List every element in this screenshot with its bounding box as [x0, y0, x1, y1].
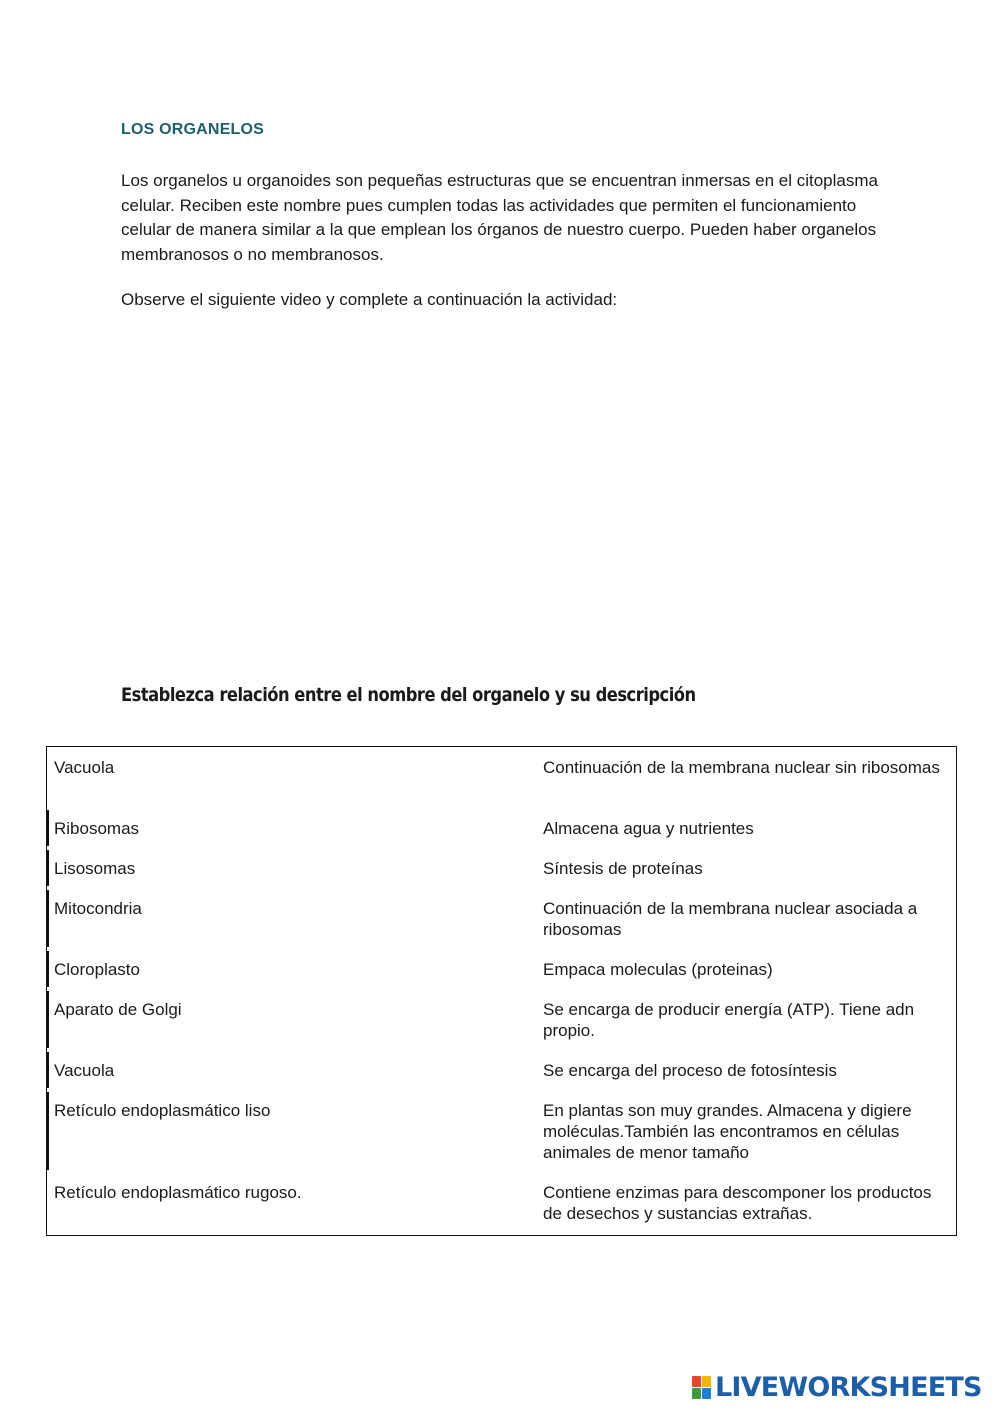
organelle-description[interactable]: Continuación de la membrana nuclear sin ribosomas	[543, 758, 940, 777]
organelle-name[interactable]: Lisosomas	[54, 859, 136, 878]
organelle-name[interactable]: Cloroplasto	[54, 960, 140, 979]
organelle-description[interactable]: En plantas son muy grandes. Almacena y digiere moléculas.También las encontramos en células animales de menor tamaño	[543, 1101, 912, 1162]
table-row	[47, 888, 956, 949]
table-row	[47, 747, 956, 808]
organelle-name[interactable]: Retículo endoplasmático liso	[54, 1101, 271, 1120]
organelle-name[interactable]: Vacuola	[54, 758, 115, 777]
organelle-name[interactable]: Ribosomas	[54, 819, 140, 838]
organelle-description[interactable]: Se encarga del proceso de fotosíntesis	[543, 1061, 837, 1080]
organelle-description[interactable]: Síntesis de proteínas	[543, 859, 703, 878]
organelle-description[interactable]: Empaca moleculas (proteinas)	[543, 960, 773, 979]
table-row	[47, 848, 956, 888]
intro-paragraph: Los organelos u organoides son pequeñas estructuras que se encuentran inmersas en el citoplasma celular. Reciben este nombre pues cumplen todas las actividades que permiten el funcionamiento celular de manera similar a la que emplean los órganos de nuestro cuerpo. Pueden haber organelos membranosos o no membranosos.	[121, 171, 878, 264]
page-title: LOS ORGANELOS	[121, 121, 265, 138]
table-row	[47, 949, 956, 989]
video-placeholder[interactable]	[121, 330, 881, 660]
logo-tile	[702, 1388, 711, 1399]
activity-heading: Establezca relación entre el nombre del organelo y su descripción	[121, 684, 696, 706]
organelle-description[interactable]: Continuación de la membrana nuclear asociada a ribosomas	[543, 899, 918, 939]
organelle-description[interactable]: Se encarga de producir energía (ATP). Tiene adn propio.	[543, 1000, 915, 1040]
liveworksheets-logo	[692, 1372, 982, 1403]
organelle-name[interactable]: Mitocondria	[54, 899, 142, 918]
logo-tile	[692, 1376, 701, 1387]
table-row	[47, 989, 956, 1050]
organelle-name[interactable]: Retículo endoplasmático rugoso.	[54, 1183, 302, 1202]
logo-text: LIVEWORKSHEETS	[715, 1372, 982, 1403]
logo-tile	[692, 1388, 701, 1399]
table-row	[47, 1172, 956, 1234]
logo-mark-icon	[692, 1376, 711, 1399]
logo-tile	[702, 1376, 711, 1387]
table-row	[47, 808, 956, 848]
table-row	[47, 1090, 956, 1172]
organelle-name[interactable]: Vacuola	[54, 1061, 115, 1080]
matching-table	[46, 746, 957, 1236]
table-row	[47, 1050, 956, 1090]
organelle-name[interactable]: Aparato de Golgi	[54, 1000, 182, 1019]
organelle-description[interactable]: Contiene enzimas para descomponer los productos de desechos y sustancias extrañas.	[543, 1183, 932, 1223]
instruction-text: Observe el siguiente video y complete a continuación la actividad:	[121, 290, 618, 309]
organelle-description[interactable]: Almacena agua y nutrientes	[543, 819, 754, 838]
